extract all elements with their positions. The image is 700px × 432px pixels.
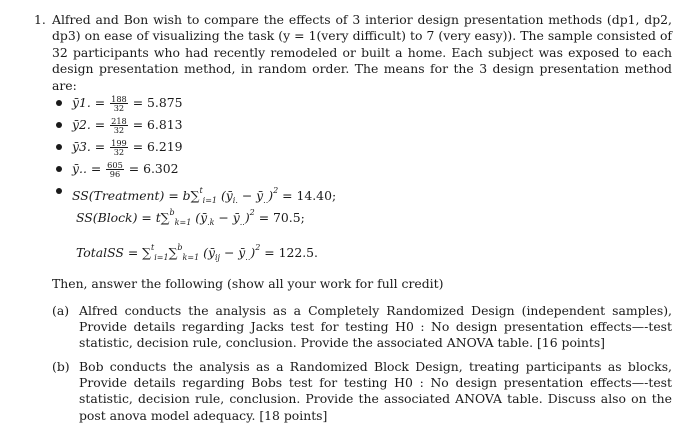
mean-item: ȳ.. = $\frac{605}{96}$ = 6.302	[56, 158, 656, 180]
part-b-text: Bob conducts the analysis as a Randomized Block Design, treating participants as blocks, Provide details regarding Bobs test for testing H0 : No design presentation effects—-test statistic, decision rule, conclusion. Provide the associated ANOVA table. Discuss also on the post anova model adequacy. [18 points]	[79, 359, 672, 423]
total-ss-value: = 122.5.	[264, 245, 318, 260]
part-a	[52, 303, 672, 352]
mean-value: = 6.302	[128, 161, 179, 176]
bullet-icon	[56, 166, 62, 172]
means-list	[56, 92, 656, 205]
part-a-text: Alfred conducts the analysis as a Completely Randomized Design (independent samples), Provide details regarding Jacks test for testing H0 : No design presentation effects—-test statistic, decision rule, conclusion. Provide the associated ANOVA table. [16 points]	[79, 303, 672, 351]
part-b	[52, 359, 672, 424]
ss-treatment-item: SS(Treatment) = b∑$^t_{i=1}$ ($ȳ_{i.}$ − $ȳ_{..})^2 = 14.40$;	[56, 180, 656, 202]
mean-value: = 6.813	[132, 117, 183, 132]
mean-item: ȳ3. = $\frac{199}{32}$ = 6.219	[56, 136, 656, 158]
part-a-label: (a)	[52, 303, 70, 318]
mean-value: = 6.219	[132, 139, 183, 154]
mean-item: ȳ2. = $\frac{218}{32}$ = 6.813	[56, 114, 656, 136]
question-number: 1.	[34, 12, 46, 27]
total-ss-formula: TotalSS = ∑$^t_{i=1}$∑$^b_{k=1}$ ($ȳ_{ij}$ − $ȳ_{..})^2 = 122.5$.	[76, 243, 318, 262]
mean-label: ȳ1.	[72, 95, 91, 110]
ss-block-formula: SS(Block) = t∑$^b_{k=1}$ ($ȳ_{.k}$ − $ȳ_{..})^2 = 70.5$;	[76, 208, 305, 227]
mean-fraction: $\frac{199}{32}$	[111, 137, 127, 157]
mean-label: ȳ3.	[72, 139, 91, 154]
total-ss-label: TotalSS	[76, 245, 124, 260]
bullet-icon	[56, 122, 62, 128]
ss-treatment-value: = 14.40;	[282, 188, 337, 203]
bullet-icon	[56, 188, 62, 194]
mean-label: ȳ..	[72, 161, 87, 176]
mean-fraction: $\frac{605}{96}$	[107, 159, 123, 179]
mean-value: = 5.875	[132, 95, 183, 110]
part-b-label: (b)	[52, 359, 70, 374]
ss-block-value: = 70.5;	[258, 210, 305, 225]
instructions-text: Then, answer the following (show all your work for full credit)	[52, 276, 444, 291]
question-intro: Alfred and Bon wish to compare the effects of 3 interior design presentation methods (dp1, dp2, dp3) on ease of visualizing the task (y = 1(very difficult) to 7 (very easy)). The sample consisted of 32 participants who had recently remodeled or built a home. Each subject was exposed to each design presentation method, in random order. The means for the 3 design presentation method are:	[52, 12, 672, 93]
ss-treatment-label: SS(Treatment)	[72, 188, 165, 203]
mean-fraction: $\frac{218}{32}$	[111, 115, 127, 135]
mean-fraction: $\frac{188}{32}$	[111, 93, 127, 113]
bullet-icon	[56, 144, 62, 150]
mean-item: ȳ1. = $\frac{188}{32}$ = 5.875	[56, 92, 656, 114]
mean-label: ȳ2.	[72, 117, 91, 132]
bullet-icon	[56, 100, 62, 106]
ss-block-label: SS(Block)	[76, 210, 138, 225]
